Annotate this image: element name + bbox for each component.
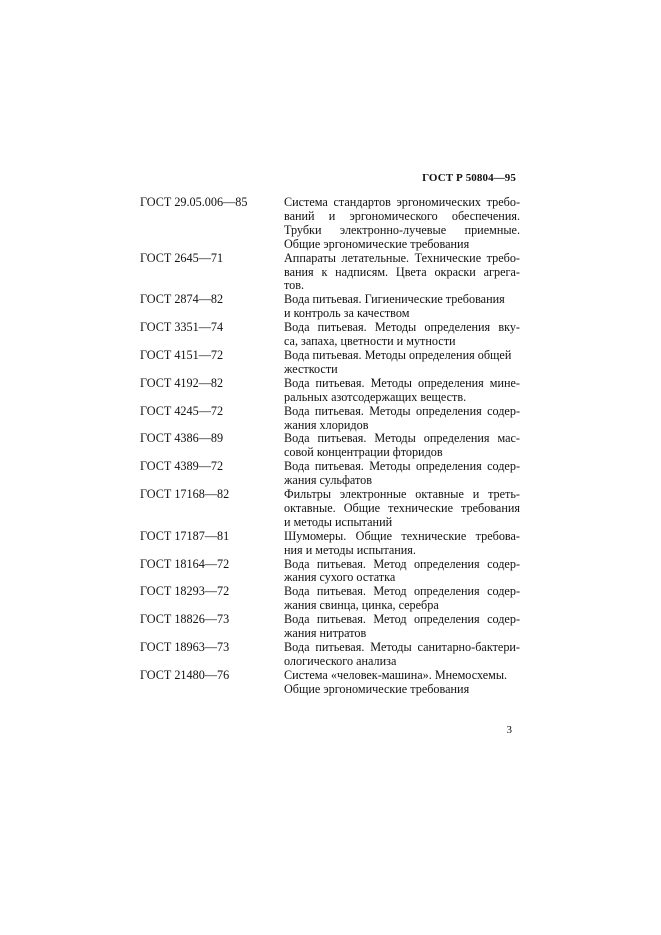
standard-title [284,405,520,433]
standard-title-line: жесткости [284,361,338,376]
standard-title-line: ологического анализа [284,653,397,668]
standard-entry [140,349,520,377]
standard-title-line: жания хлоридов [284,417,369,432]
standard-title-line: Вода питьевая. Методы определения содер- [284,403,520,418]
standard-title [284,252,520,294]
standard-title-line: Трубки электронно-лучевые приемные. [284,222,520,237]
page-header-standard-id: ГОСТ Р 50804—95 [422,172,516,184]
standard-entry [140,558,520,586]
standard-code: ГОСТ 18293—72 [140,584,230,599]
standard-code: ГОСТ 4192—82 [140,375,224,390]
standard-title-line: Вода питьевая. Методы определения мине- [284,375,520,390]
standard-entry [140,321,520,349]
standard-title-line: ральных азотсодержащих веществ. [284,389,467,404]
standard-entry [140,530,520,558]
standard-entry [140,432,520,460]
standard-title-line: Вода питьевая. Метод определения содер- [284,612,520,627]
standard-title-line: октавные. Общие технические требования [284,500,520,515]
standard-title-line: жания сухого остатка [284,570,396,585]
standard-title-line: Общие эргономические требования [284,236,470,251]
standard-code: ГОСТ 3351—74 [140,320,224,335]
standard-title-line: ваний и эргономического обеспечения. [284,208,520,223]
standard-code: ГОСТ 29.05.006—85 [140,195,248,209]
standard-title [284,669,520,697]
standard-title-line: Вода питьевая. Методы санитарно-бактери- [284,640,520,654]
standard-title [284,488,520,530]
standard-title-line: вания к надписям. Цвета окраски агрега- [284,264,520,279]
standard-entry [140,293,520,321]
standard-entry [140,613,520,641]
standard-title-line: Вода питьевая. Метод определения содер- [284,556,520,571]
standard-code: ГОСТ 4386—89 [140,431,224,446]
standard-title [284,196,520,252]
standard-title [284,321,520,349]
standards-reference-list [140,196,520,697]
standard-code: ГОСТ 4389—72 [140,459,224,474]
standard-code: ГОСТ 4245—72 [140,403,224,418]
standard-entry [140,252,520,294]
standard-entry [140,405,520,433]
standard-title-line: Вода питьевая. Методы определения вку- [284,320,520,335]
standard-entry [140,669,520,697]
standard-title [284,641,520,669]
standard-code: ГОСТ 4151—72 [140,347,224,362]
standard-code: ГОСТ 18963—73 [140,640,230,654]
standard-title-line: жания нитратов [284,626,367,641]
standard-title-line: Шумомеры. Общие технические требова- [284,528,520,543]
standard-entry [140,196,520,252]
standard-title-line: Система «человек-машина». Мнемосхемы. [284,667,508,682]
standard-entry [140,377,520,405]
standard-title-line: са, запаха, цветности и мутности [284,334,456,349]
standard-title [284,558,520,586]
standard-title-line: Общие эргономические требования [284,681,470,696]
standard-title-line: и контроль за качеством [284,306,410,321]
standard-code: ГОСТ 17187—81 [140,528,230,543]
standard-entry [140,641,520,669]
standard-code: ГОСТ 18826—73 [140,612,230,627]
standard-code: ГОСТ 21480—76 [140,667,230,682]
standard-title [284,613,520,641]
standard-title-line: Фильтры электронные октавные и треть- [284,487,520,502]
standard-entry [140,585,520,613]
standard-title-line: Вода питьевая. Методы определения содер- [284,459,520,474]
standard-title-line: Аппараты летательные. Технические требо- [284,250,520,265]
standard-title [284,293,520,321]
standard-entry [140,460,520,488]
standard-title [284,585,520,613]
standard-code: ГОСТ 17168—82 [140,487,230,502]
standard-title [284,530,520,558]
standard-title [284,432,520,460]
standard-title-line: тов. [284,278,305,293]
standard-title [284,460,520,488]
standard-title-line: Система стандартов эргономических требо- [284,195,520,209]
standard-entry [140,488,520,530]
standard-title-line: Вода питьевая. Гигиенические требования [284,292,505,307]
standard-title-line: Вода питьевая. Метод определения содер- [284,584,520,599]
standard-code: ГОСТ 2645—71 [140,250,224,265]
standard-code: ГОСТ 2874—82 [140,292,224,307]
page-number: 3 [506,724,512,736]
standard-title-line: жания свинца, цинка, серебра [284,598,439,613]
standard-title-line: совой концентрации фторидов [284,445,443,460]
standard-title-line: жания сульфатов [284,473,372,488]
standard-title-line: и методы испытаний [284,514,393,529]
standard-code: ГОСТ 18164—72 [140,556,230,571]
standard-title-line: Вода питьевая. Методы определения общей [284,347,512,362]
standard-title [284,377,520,405]
standard-title [284,349,520,377]
standard-title-line: ния и методы испытания. [284,542,416,557]
standard-title-line: Вода питьевая. Методы определения мас- [284,431,520,446]
